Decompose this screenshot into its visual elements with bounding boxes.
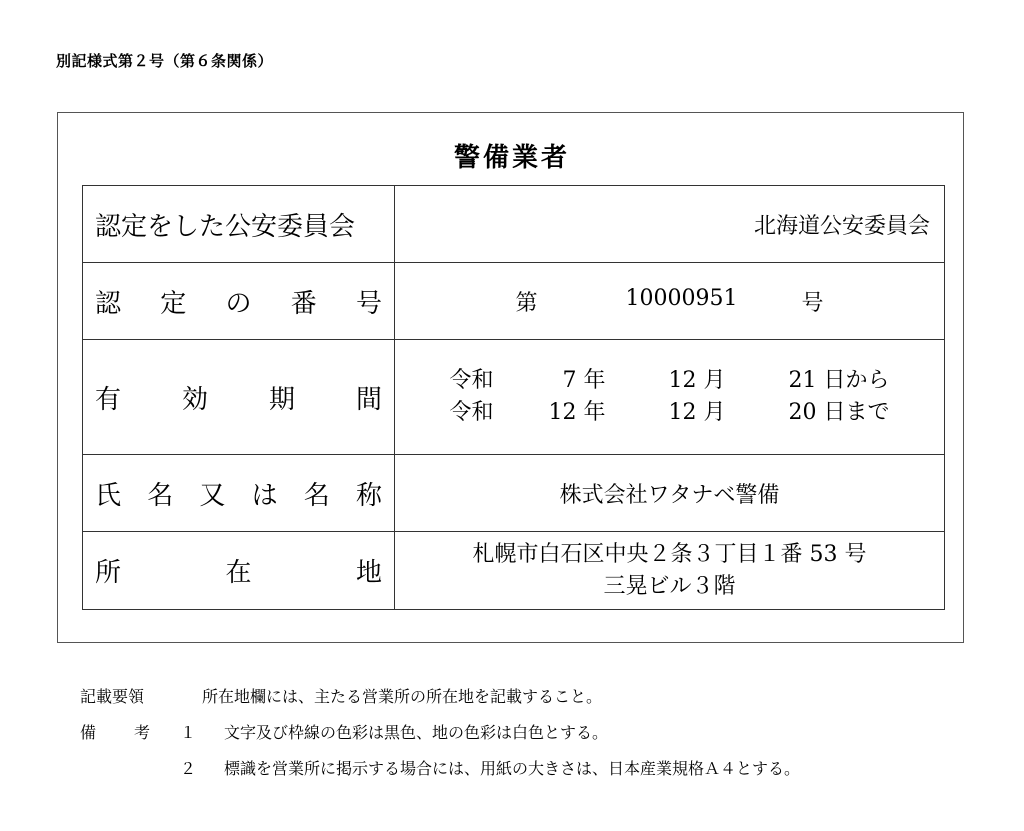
period-label — [83, 340, 395, 455]
number-value: 10000951 — [625, 285, 738, 311]
period-from-day: 21 日から — [788, 368, 890, 393]
address-line2: 三晃ビル３階 — [603, 573, 736, 599]
name-label-char: 又 — [199, 480, 226, 511]
period-to-day: 20 日まで — [788, 400, 890, 425]
authority-label: 認定をした公安委員会 — [83, 186, 395, 263]
remarks-label-1: 備 — [80, 723, 97, 742]
name-row — [83, 455, 945, 532]
remark2-num: ２ — [180, 759, 197, 778]
address-label-char: 所 — [95, 558, 122, 588]
remarks-label-2: 考 — [134, 723, 151, 742]
name-label-char: 名 — [303, 480, 330, 511]
period-label-char: 有 — [95, 384, 122, 415]
number-row — [83, 263, 945, 340]
period-to — [395, 397, 944, 429]
period-to-era: 令和 — [449, 400, 494, 425]
period-from-era: 令和 — [449, 368, 494, 393]
instruction-label: 記載要領 — [80, 687, 145, 706]
period-label-char: 間 — [355, 384, 382, 415]
period-value-cell — [395, 340, 945, 455]
number-label — [83, 263, 395, 340]
period-row — [83, 340, 945, 455]
remark2-text: 標識を営業所に掲示する場合には、用紙の大きさは、日本産業規格Ａ４とする。 — [224, 759, 801, 778]
instruction-text: 所在地欄には、主たる営業所の所在地を記載すること。 — [202, 687, 603, 706]
address-label-char: 地 — [355, 558, 382, 588]
number-label-char: 認 — [95, 288, 122, 319]
remark1-text: 文字及び枠線の色彩は黒色、地の色彩は白色とする。 — [224, 723, 609, 742]
authority-value: 北海道公安委員会 — [395, 186, 945, 263]
number-label-char: 号 — [355, 288, 382, 319]
address-value-cell — [395, 532, 945, 610]
remark1-num: １ — [180, 723, 197, 742]
number-suffix: 号 — [801, 290, 824, 316]
sign-table — [82, 185, 945, 610]
name-label-char: 氏 — [95, 480, 122, 511]
number-label-char: 番 — [290, 288, 317, 319]
name-value: 株式会社ワタナベ警備 — [395, 455, 945, 532]
name-label — [83, 455, 395, 532]
authority-row — [83, 186, 945, 263]
period-from — [395, 365, 944, 397]
name-label-char: 名 — [147, 480, 174, 511]
address-row — [83, 532, 945, 610]
form-header: 別記様式第２号（第６条関係） — [56, 52, 274, 70]
period-from-month: 12 月 — [668, 368, 726, 393]
address-line1: 札幌市白石区中央２条３丁目１番 53 号 — [472, 541, 867, 567]
period-label-char: 期 — [268, 384, 295, 415]
address-label — [83, 532, 395, 610]
number-label-char: 定 — [160, 288, 187, 319]
number-label-char: の — [225, 288, 252, 319]
period-label-char: 効 — [181, 384, 208, 415]
period-to-year: 12 年 — [548, 400, 606, 425]
address-label-char: 在 — [225, 558, 252, 588]
number-prefix: 第 — [515, 290, 538, 316]
period-from-year: 7 年 — [562, 368, 606, 393]
number-value-cell — [395, 263, 945, 340]
name-label-char: 称 — [355, 480, 382, 511]
sign-title: 警備業者 — [453, 143, 570, 173]
period-to-month: 12 月 — [668, 400, 726, 425]
name-label-char: は — [251, 480, 278, 511]
